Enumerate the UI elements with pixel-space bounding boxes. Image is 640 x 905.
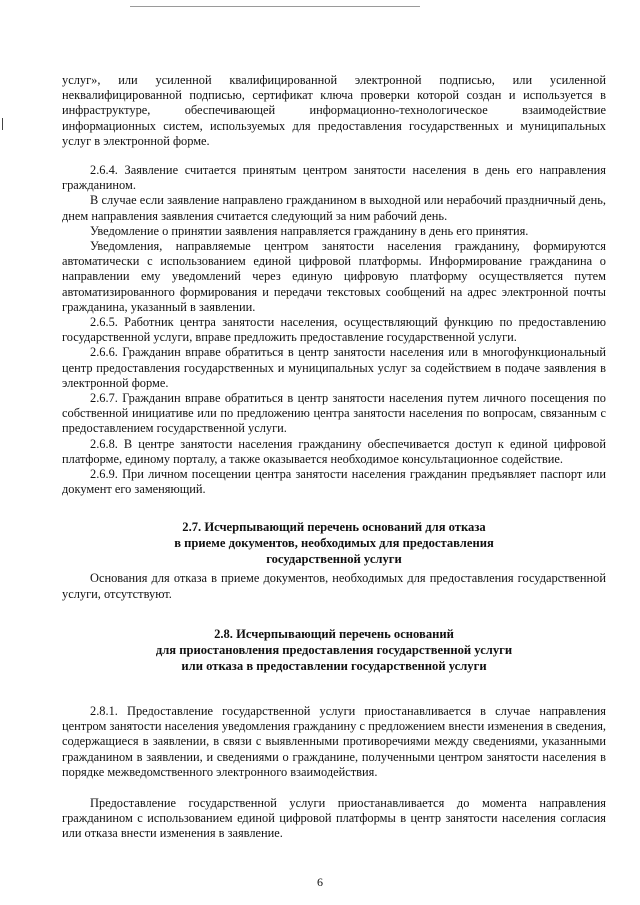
page-number: 6 (317, 875, 323, 889)
paragraph-suspension-period: Предоставление государственной услуги приостанавливается до момента направления гражданином с использованием единой цифровой платформы в центр занятости населения согласия или отказа внести изменения в заявление. (62, 795, 606, 841)
paragraph-2-6-7: 2.6.7. Гражданин вправе обратиться в центр занятости населения путем личного посещения по собственной инициативе или по предложению центра занятости населения по вопросам, связанным с предоставлением государственной услуги. (62, 391, 606, 436)
paragraph-acceptance-notice: Уведомление о принятии заявления направляется гражданину в день его принятия. (90, 223, 529, 238)
paragraph-notifications: Уведомления, направляемые центром занятости населения гражданину, формируются автоматически с использованием единой цифровой платформы. Информирование гражданина о направлении ему уведомлений через единую цифровую платформу осуществляется путем автоматизированного формирования и передачи текстовых сообщений на адрес электронной почты гражданина, указанный в заявлении. (62, 239, 606, 314)
section-2-7-heading-line-3: государственной услуги (266, 552, 402, 567)
paragraph-2-6-5: 2.6.5. Работник центра занятости населения, осуществляющий функцию по предоставлению государственной услуги, вправе предложить предоставление государственной услуги. (62, 315, 606, 345)
paragraph-weekend-rule: В случае если заявление направлено гражданином в выходной или нерабочий праздничный день, днем направления заявления считается следующий за ним рабочий день. (62, 193, 606, 223)
paragraph-2-6-9: 2.6.9. При личном посещении центра занятости населения гражданин предъявляет паспорт или документ его заменяющий. (62, 467, 606, 497)
section-2-7-heading-line-2: в приеме документов, необходимых для предоставления (174, 536, 494, 551)
paragraph-2-6-8: 2.6.8. В центре занятости населения гражданину обеспечивается доступ к единой цифровой платформе, единому порталу, а также оказывается необходимое консультационное содействие. (62, 436, 606, 466)
section-2-7-body: Основания для отказа в приеме документов, необходимых для предоставления государственной услуги, отсутствуют. (62, 571, 606, 601)
section-2-7-heading-line-1: 2.7. Исчерпывающий перечень оснований для отказа (182, 520, 486, 535)
paragraph-2-6-4: 2.6.4. Заявление считается принятым центром занятости населения в день его направления гражданином. (62, 163, 606, 193)
section-2-8-heading-line-1: 2.8. Исчерпывающий перечень оснований (214, 626, 454, 641)
top-rule (130, 6, 420, 7)
section-2-8-heading-line-3: или отказа в предоставлении государственной услуги (181, 658, 487, 673)
page-content (62, 73, 606, 842)
section-2-8-heading-line-2: для приостановления предоставления государственной услуги (155, 642, 513, 657)
scan-edge-mark (2, 118, 3, 130)
paragraph-2-8-1: 2.8.1. Предоставление государственной услуги приостанавливается в случае направления центром занятости населения уведомления гражданину с предложением внести изменения в сведения, содержащиеся в заявлении, в связи с выявленными противоречиями между сведениями, указанными гражданином в заявлении, и сведениями о гражданине, полученными центром занятости населения в порядке межведомственного электронного взаимодействия. (62, 703, 606, 779)
paragraph-2-6-6: 2.6.6. Гражданин вправе обратиться в центр занятости населения или в многофункциональный центр предоставления государственных и муниципальных услуг за содействием в подаче заявления в электронной форме. (62, 345, 606, 390)
paragraph-continuation: услуг», или усиленной квалифицированной электронной подписью, или усиленной неквалифицированной подписью, сертификат ключа проверки которой создан и используется в инфраструктуре, обеспечивающей информационно-технологическое взаимодействие информационных систем, используемых для предоставления государственных и муниципальных услуг в электронной форме. (62, 73, 606, 148)
